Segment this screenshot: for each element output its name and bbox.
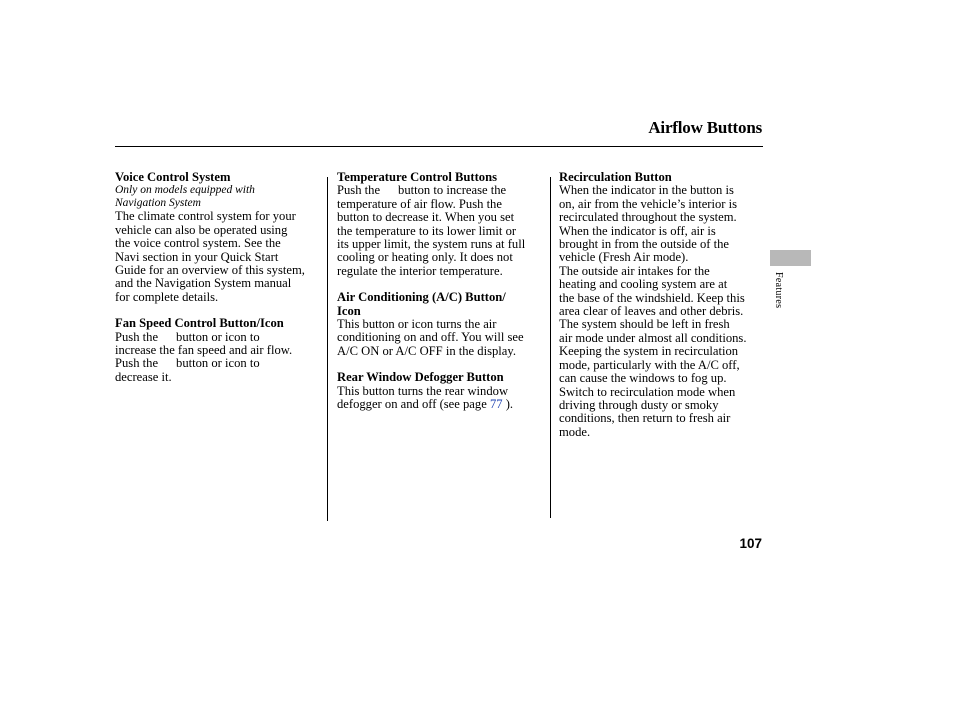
page-number: 107	[739, 536, 762, 551]
column-divider	[550, 177, 551, 518]
temperature-body	[337, 184, 547, 278]
body-line: temperature of air flow. Push the	[337, 196, 502, 211]
body-line: conditions, then return to fresh air	[559, 411, 731, 426]
body-line: mode, particularly with the A/C off,	[559, 357, 740, 372]
fan-speed-heading: Fan Speed Control Button/Icon	[115, 316, 284, 331]
body-line: A/C ON or A/C OFF in the display.	[337, 343, 517, 358]
voice-control-body	[115, 210, 325, 304]
body-line: Push the button or icon to	[115, 329, 260, 344]
body-line: can cause the windows to fog up.	[559, 371, 727, 386]
body-line: the voice control system. See the	[115, 236, 281, 251]
body-line: for complete details.	[115, 289, 219, 304]
body-line: brought in from the outside of the	[559, 237, 729, 252]
body-line: When the indicator in the button is	[559, 183, 734, 198]
section-tab-label: Features	[773, 272, 784, 309]
body-line: The system should be left in fresh	[559, 317, 730, 332]
body-line: recirculated throughout the system.	[559, 210, 737, 225]
column-right	[559, 171, 764, 439]
body-line: regulate the interior temperature.	[337, 263, 503, 278]
note-line: Only on models equipped with	[115, 184, 255, 197]
body-line: This button or icon turns the air	[337, 317, 497, 332]
body-line: button to decrease it. When you set	[337, 210, 515, 225]
body-line: This button turns the rear window	[337, 383, 509, 398]
ac-heading: Air Conditioning (A/C) Button/ Icon	[337, 290, 506, 318]
body-line: Keeping the system in recirculation	[559, 344, 739, 359]
body-line: Navi section in your Quick Start	[115, 249, 279, 264]
body-line: air mode under almost all conditions.	[559, 330, 747, 345]
body-line: decrease it.	[115, 369, 172, 384]
temperature-heading: Temperature Control Buttons	[337, 170, 497, 184]
defogger-heading: Rear Window Defogger Button	[337, 370, 504, 385]
body-line: its upper limit, the system runs at full	[337, 237, 526, 252]
body-line: Push the button to increase the	[337, 183, 507, 198]
voice-control-note	[115, 184, 325, 210]
body-line: conditioning on and off. You will see	[337, 330, 524, 345]
body-line: area clear of leaves and other debris.	[559, 304, 744, 319]
recirculation-body	[559, 184, 764, 439]
column-left	[115, 171, 325, 384]
defogger-body	[337, 385, 547, 412]
body-line: on, air from the vehicle’s interior is	[559, 196, 738, 211]
body-line: Switch to recirculation mode when	[559, 384, 736, 399]
column-middle	[337, 171, 547, 412]
ac-body	[337, 318, 547, 358]
body-line: increase the fan speed and air flow.	[115, 343, 293, 358]
body-line: When the indicator is off, air is	[559, 223, 716, 238]
body-line: the temperature to its lower limit or	[337, 223, 517, 238]
body-line: vehicle (Fresh Air mode).	[559, 250, 689, 265]
body-line: and the Navigation System manual	[115, 276, 292, 291]
title-rule	[115, 146, 763, 147]
section-tab-marker	[770, 250, 811, 266]
column-divider	[327, 177, 328, 521]
body-line: defogger on and off (see page 77 ).	[337, 397, 514, 412]
body-line: mode.	[559, 424, 591, 439]
page-title: Airflow Buttons	[648, 118, 762, 137]
page-reference-link[interactable]: 77	[489, 397, 503, 412]
body-line: The outside air intakes for the	[559, 263, 710, 278]
note-line: Navigation System	[115, 197, 201, 210]
body-line: driving through dusty or smoky	[559, 397, 719, 412]
body-line: Guide for an overview of this system,	[115, 263, 305, 278]
body-line: vehicle can also be operated using	[115, 222, 288, 237]
body-line: the base of the windshield. Keep this	[559, 290, 745, 305]
voice-control-heading: Voice Control System	[115, 170, 231, 184]
fan-speed-body	[115, 331, 325, 385]
recirculation-heading: Recirculation Button	[559, 170, 672, 184]
body-line: heating and cooling system are at	[559, 277, 728, 292]
body-line: The climate control system for your	[115, 209, 296, 224]
body-line: cooling or heating only. It does not	[337, 250, 513, 265]
body-line: Push the button or icon to	[115, 356, 260, 371]
